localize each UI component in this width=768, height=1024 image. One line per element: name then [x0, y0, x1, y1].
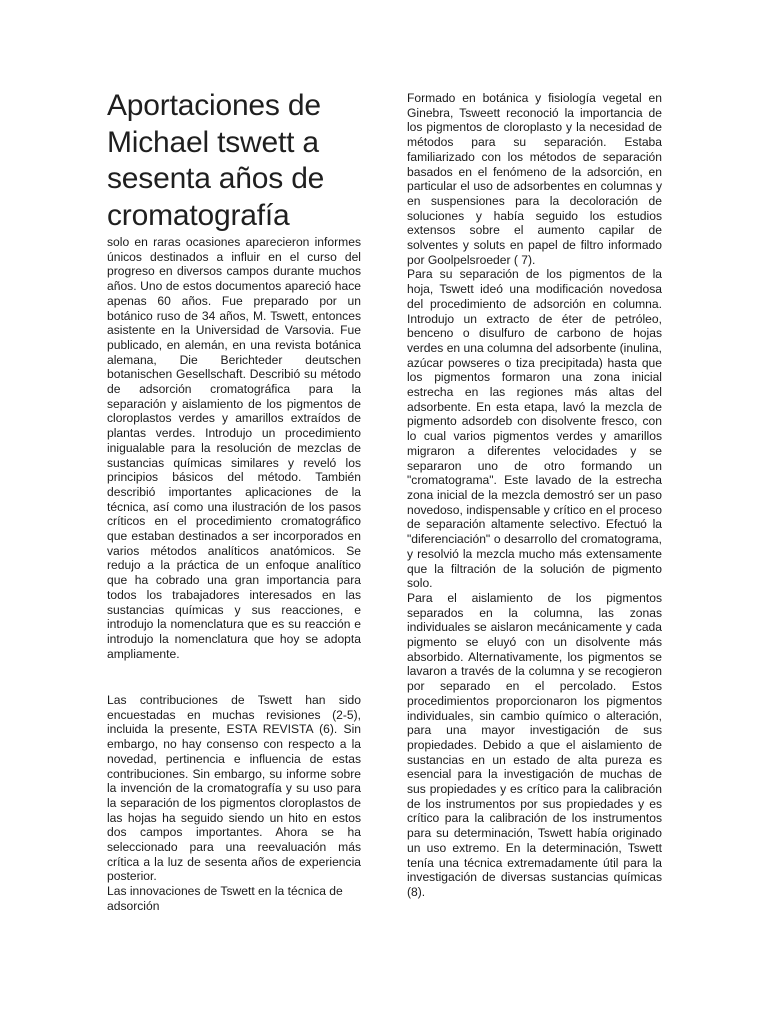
right-paragraph-1: Formado en botánica y fisiología vegetal en Ginebra, Tsweett reconoció la importancia de los pigmentos de cloroplasto y la necesidad de métodos para su separación. Estaba familiarizado con los métodos de separación basados en el fenómeno de la adsorción, en particular el uso de adsorbentes en columnas y en suspensiones para la decoloración de soluciones y había seguido los estudios extensos sobre el aumento capilar de solventes y soluts en papel de filtro informado por Goolpelsroeder ( 7). — [407, 91, 662, 267]
right-column — [407, 91, 662, 900]
left-column-upper — [107, 235, 361, 661]
right-paragraph-2: Para su separación de los pigmentos de la hoja, Tswett ideó una modificación novedosa del procedimiento de adsorción en columna. Introdujo un extracto de éter de petróleo, benceno o disulfuro de carbono de hojas verdes en una columna del adsorbente (inulina, azúcar powseres o tiza precipitada) hasta que los pigmentos formaron una zona inicial estrecha en las regiones más altas del adsorbente. En esta etapa, lavó la mezcla de pigmento adsordeb con disolvente fresco, con lo cual varios pigmentos verdes y amarillos migraron a diferentes velocidades y se separaron uno de otro formando un "cromatograma". Este lavado de la estrecha zona inicial de la mezcla demostró ser un paso novedoso, indispensable y crítico en el proceso de separación altamente selectivo. Efectuó la "diferenciación" o desarrollo del cromatograma, y resolvió la mezcla mucho más extensamente que la filtración de la solución de pigmento solo. — [407, 267, 662, 591]
right-paragraph-3: Para el aislamiento de los pigmentos separados en la columna, las zonas individuales se aislaron mecánicamente y cada pigmento se eluyó con un disolvente más absorbido. Alternativamente, los pigmentos se lavaron a través de la columna y se recogieron por separado en el percolado. Estos procedimientos proporcionaron los pigmentos individuales, sin cambio químico o alteración, para una mayor investigación de sus propiedades. Debido a que el aislamiento de sustancias en un estado de alta pureza es esencial para la investigación de muchas de sus propiedades y es crítico para la calibración de los instrumentos por sus propiedades y es crítico para la calibración de los instrumentos para su determinación, Tswett había originado un uso extremo. En la determinación, Tswett tenía una técnica extremadamente útil para la investigación de diversas sustancias químicas (8). — [407, 590, 662, 899]
article-title: Aportaciones de Michael tswett a sesenta años de cromatografía — [107, 89, 325, 232]
left-column-lower — [107, 693, 361, 914]
left-paragraph-2: Las contribuciones de Tswett han sido encuestadas en muchas revisiones (2-5), incluida la presente, ESTA REVISTA (6). Sin embargo, no hay consenso con respecto a la novedad, pertinencia e influencia de estas contribuciones. Sin embargo, su informe sobre la invención de la cromatografía y su uso para la separación de los pigmentos cloroplastos de las hojas ha seguido siendo un hito en estos dos campos importantes. Ahora se ha seleccionado para una reevaluación más crítica a la luz de sesenta años de experiencia posterior. — [107, 693, 361, 884]
left-paragraph-1: solo en raras ocasiones aparecieron informes únicos destinados a influir en el curso del progreso en diversos campos durante muchos años. Uno de estos documentos apareció hace apenas 60 años. Fue preparado por un botánico ruso de 34 años, M. Tswett, entonces asistente en la Universidad de Varsovia. Fue publicado, en alemán, en una revista botánica alemana, Die Berichteder deutschen botanischen Gesellschaft. Describió su método de adsorción cromatográfica para la separación y aislamiento de los pigmentos de cloroplastos verdes y amarillos extraídos de plantas verdes. Introdujo un procedimiento inigualable para la resolución de mezclas de sustancias químicas similares y reveló los principios básicos del método. También describió importantes aplicaciones de la técnica, así como una ilustración de los pasos críticos en el procedimiento cromatográfico que estaban destinados a ser incorporados en varios métodos analíticos anatómicos. Se redujo a la práctica de un enfoque analítico que ha cobrado una gran importancia para todos los trabajadores interesados en las sustancias químicas y sus reacciones, e introdujo la nomenclatura que es su reacción e introdujo la nomenclatura que hoy se adopta ampliamente. — [107, 235, 361, 661]
left-paragraph-3: Las innovaciones de Tswett en la técnica de adsorción — [107, 884, 343, 913]
